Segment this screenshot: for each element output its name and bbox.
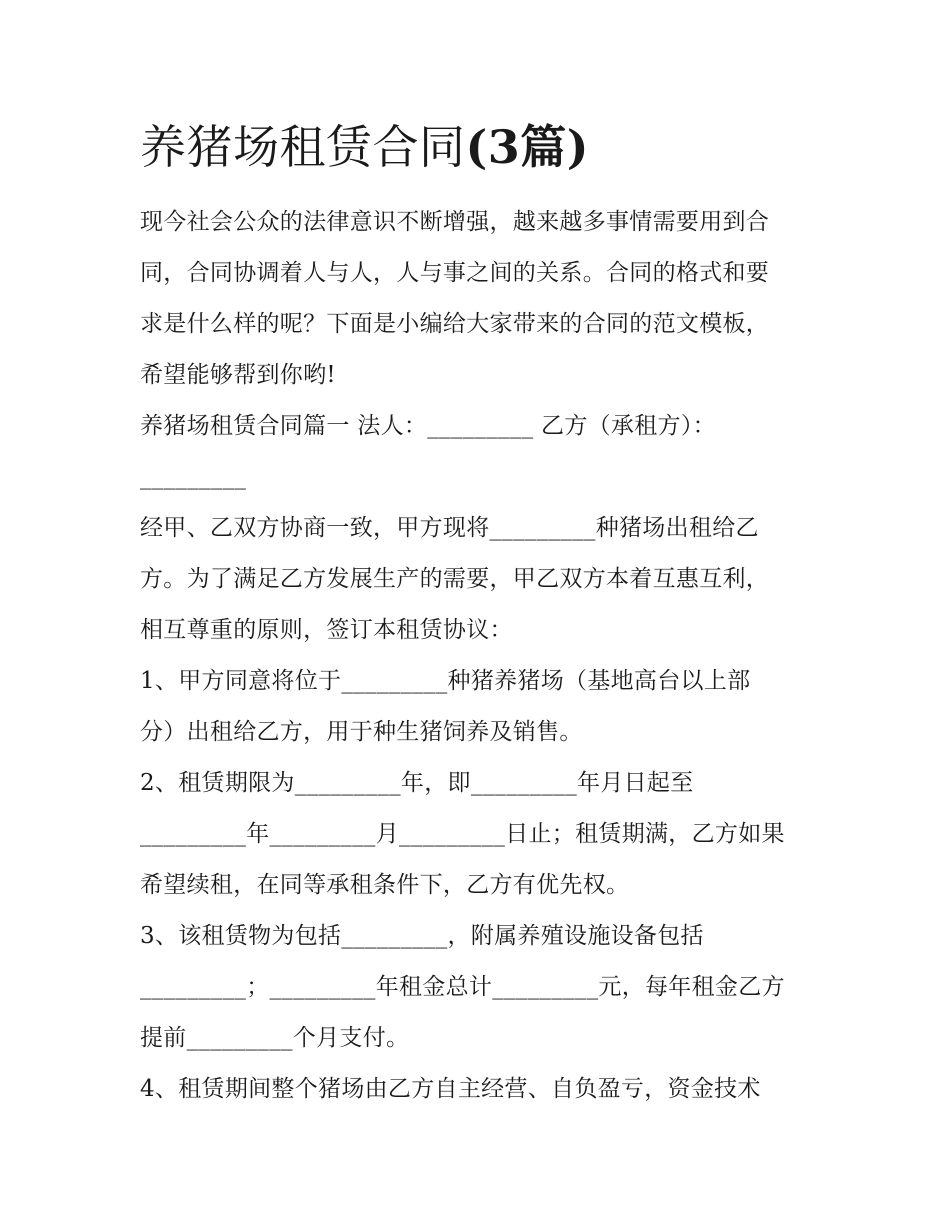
text-line: _________ xyxy=(140,464,247,490)
text-line: _________年_________月_________日止；租赁期满，乙方如果 xyxy=(140,821,785,847)
document-title-main: 养猪场租赁合同 xyxy=(140,120,466,174)
text-line: 相互尊重的原则，签订本租赁协议： xyxy=(140,617,513,643)
document-title-suffix: (3篇) xyxy=(465,120,590,174)
text-line: 1、甲方同意将位于_________种猪养猪场（基地高台以上部 xyxy=(140,668,751,694)
text-line: 2、租赁期限为_________年，即_________年月日起至 xyxy=(140,770,694,796)
document-body xyxy=(140,197,820,1115)
text-line: 分）出租给乙方，用于种生猪饲养及销售。 xyxy=(140,719,583,745)
text-line: 养猪场租赁合同篇一 法人：_________ 乙方（承租方）： xyxy=(140,413,716,439)
text-line: _________；_________年租金总计_________元，每年租金乙方 xyxy=(140,974,785,1000)
text-line: 经甲、乙双方协商一致，甲方现将_________种猪场出租给乙 xyxy=(140,515,759,541)
text-line: 希望能够帮到你哟! xyxy=(140,362,336,388)
text-line: 提前_________个月支付。 xyxy=(140,1025,410,1051)
text-line: 方。为了满足乙方发展生产的需要，甲乙双方本着互惠互利， xyxy=(140,566,770,592)
text-line: 同，合同协调着人与人，人与事之间的关系。合同的格式和要 xyxy=(140,260,770,286)
text-line: 希望续租，在同等承租条件下，乙方有优先权。 xyxy=(140,872,630,898)
text-line: 4、租赁期间整个猪场由乙方自主经营、自负盈亏，资金技术 xyxy=(140,1076,761,1102)
text-line: 3、该租赁物为包括_________，附属养殖设施设备包括 xyxy=(140,923,704,949)
document-title xyxy=(140,112,589,182)
text-line: 现今社会公众的法律意识不断增强，越来越多事情需要用到合 xyxy=(140,209,770,235)
text-line: 求是什么样的呢？下面是小编给大家带来的合同的范文模板， xyxy=(140,311,770,337)
